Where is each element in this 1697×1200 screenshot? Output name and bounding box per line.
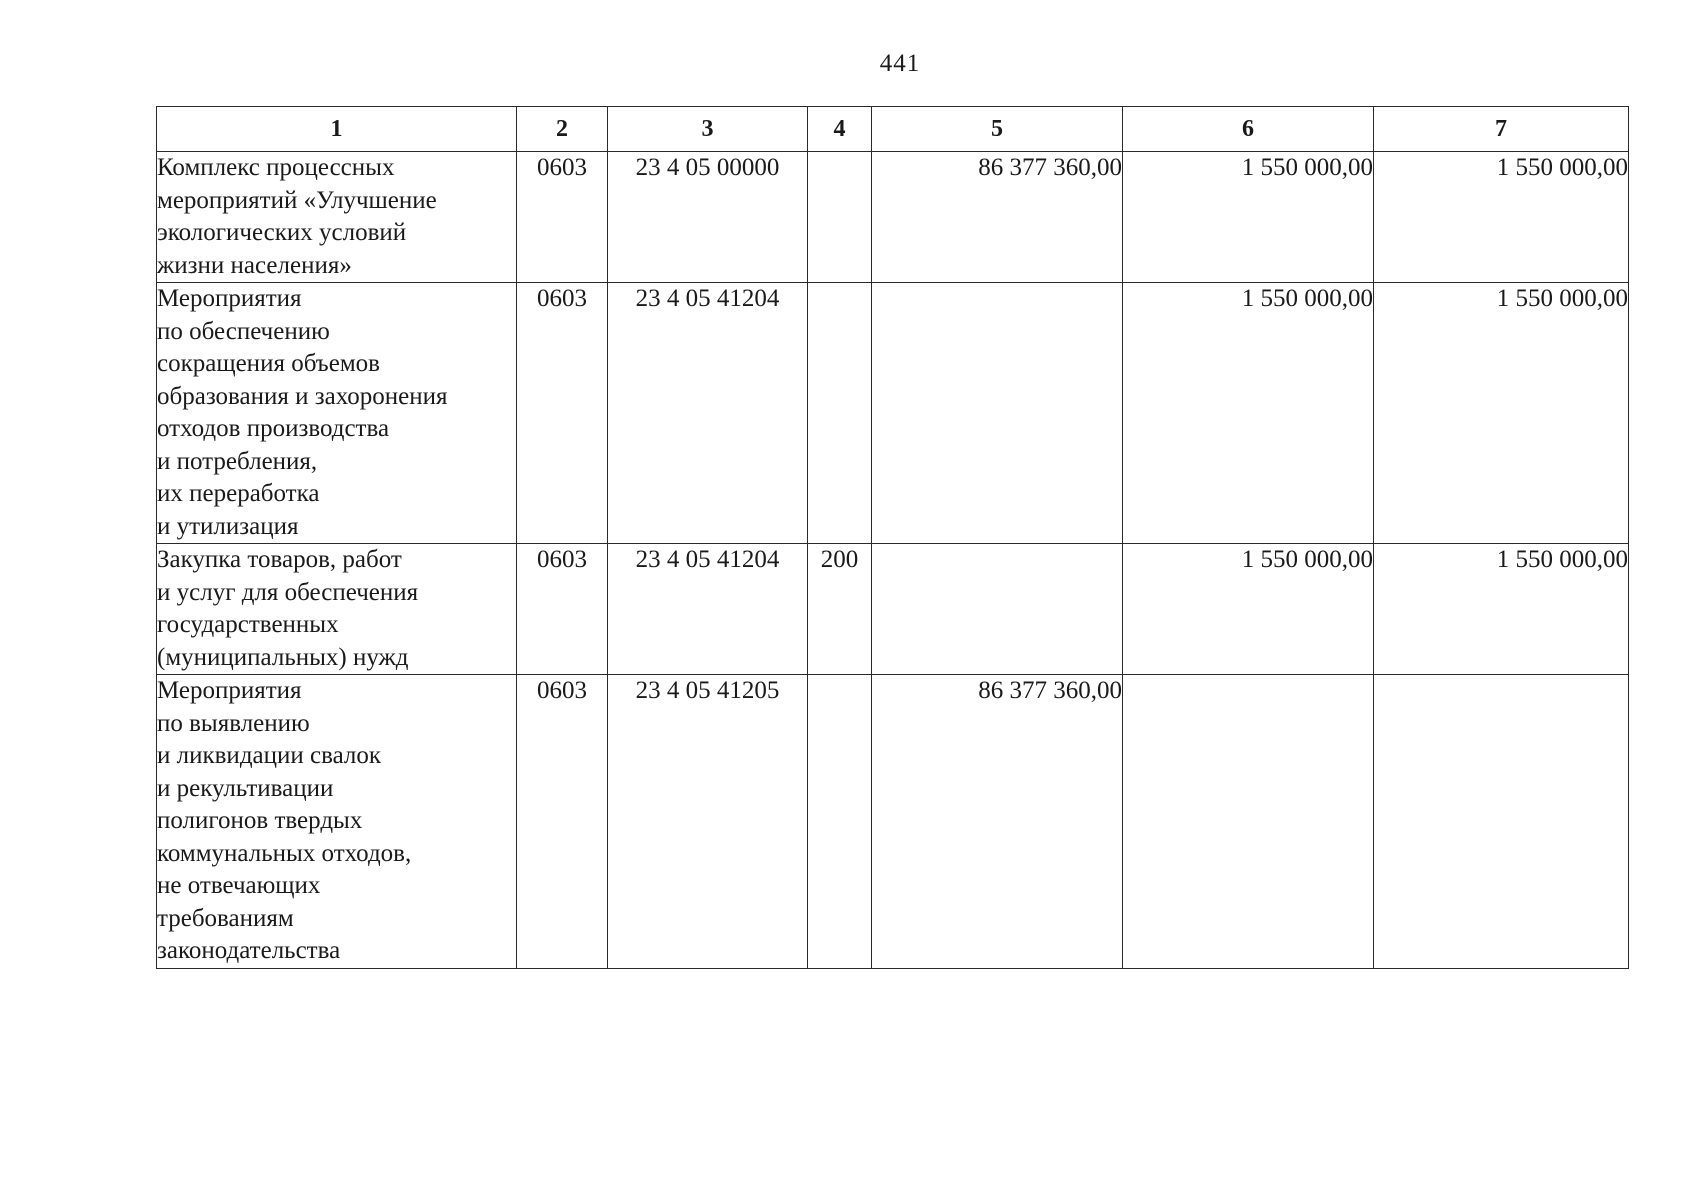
row-name-cell [157,152,517,283]
amount-col6-cell: 1 550 000,00 [1123,544,1374,675]
amount-col5-cell [872,544,1123,675]
amount-col6-cell [1123,675,1374,969]
kind-code-cell [808,283,872,544]
row-name-line: коммунальных отходов, [157,839,412,867]
kind-code-cell [808,675,872,969]
row-name-line: отходов производства [157,415,390,442]
header-col-5: 5 [872,107,1123,152]
row-name-line: не отвечающих [157,872,321,899]
row-name-line: мероприятий «Улучшение [157,186,437,214]
header-col-7: 7 [1374,107,1629,152]
target-code-cell: 23 4 05 00000 [608,152,808,283]
row-name-line: и ликвидации свалок [157,742,382,769]
row-name-line: их переработка [157,480,320,507]
amount-col7-cell: 1 550 000,00 [1374,283,1629,544]
page-number: 441 [879,50,921,77]
target-code-cell: 23 4 05 41204 [608,544,808,675]
row-name-line: жизни населения» [157,251,352,279]
row-name-line: законодательства [157,937,341,964]
budget-table [156,106,1629,969]
row-name-line: и утилизация [157,512,299,540]
header-col-1: 1 [157,107,517,152]
row-name-cell [157,283,517,544]
row-name-line: и потребления, [157,447,318,475]
row-name-line: Мероприятия [157,285,302,312]
row-name-line: Мероприятия [157,677,302,704]
row-name-line: и услуг для обеспечения [157,578,419,606]
section-code-cell: 0603 [517,152,608,283]
row-name-line: образования и захоронения [157,382,448,410]
amount-col7-cell: 1 550 000,00 [1374,152,1629,283]
row-name-line: государственных [157,611,339,638]
target-code-cell: 23 4 05 41204 [608,283,808,544]
row-name-line: требованиям [157,904,294,932]
table-row [157,675,1629,969]
amount-col5-cell: 86 377 360,00 [872,675,1123,969]
section-code-cell: 0603 [517,283,608,544]
header-col-2: 2 [517,107,608,152]
section-code-cell: 0603 [517,544,608,675]
row-name-line: полигонов твердых [157,807,363,834]
row-name-line: по выявлению [157,709,310,737]
row-name-cell [157,675,517,969]
amount-col5-cell: 86 377 360,00 [872,152,1123,283]
row-name-line: Комплекс процессных [157,154,395,181]
kind-code-cell [808,152,872,283]
section-code-cell: 0603 [517,675,608,969]
row-name-line: и рекультивации [157,774,334,802]
header-row [157,107,1629,152]
table-row [157,544,1629,675]
amount-col6-cell: 1 550 000,00 [1123,283,1374,544]
amount-col6-cell: 1 550 000,00 [1123,152,1374,283]
header-col-4: 4 [808,107,872,152]
amount-col7-cell: 1 550 000,00 [1374,544,1629,675]
kind-code-cell: 200 [808,544,872,675]
table-row [157,283,1629,544]
target-code-cell: 23 4 05 41205 [608,675,808,969]
table-row [157,152,1629,283]
row-name-line: сокращения объемов [157,350,380,377]
amount-col7-cell [1374,675,1629,969]
row-name-cell [157,544,517,675]
row-name-line: экологических условий [157,219,407,246]
row-name-line: по обеспечению [157,317,330,345]
header-col-3: 3 [608,107,808,152]
amount-col5-cell [872,283,1123,544]
row-name-line: (муниципальных) нужд [157,643,409,671]
row-name-line: Закупка товаров, работ [157,546,402,573]
header-col-6: 6 [1123,107,1374,152]
